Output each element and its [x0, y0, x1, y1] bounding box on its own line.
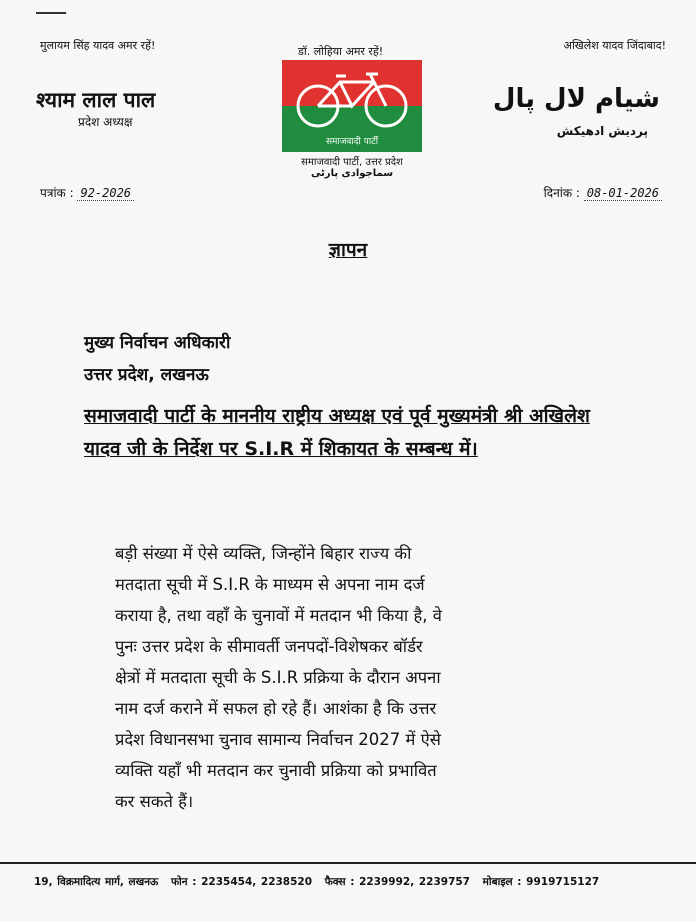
- body-line: पुनः उत्तर प्रदेश के सीमावर्ती जनपदों-विशेषकर बॉर्डर: [115, 637, 423, 656]
- body-line: बड़ी संख्या में ऐसे व्यक्ति, जिन्होंने बिहार राज्य की: [115, 544, 412, 563]
- body-line: नाम दर्ज कराने में सफल हो रहे हैं। आशंका है कि उत्तर: [115, 699, 437, 718]
- footer-divider: [0, 862, 696, 864]
- top-dash: [36, 12, 66, 14]
- body-line: क्षेत्रों में मतदाता सूची के S.I.R प्रक्रिया के दौरान अपना: [115, 668, 441, 687]
- addressee-line-1: मुख्य निर्वाचन अधिकारी: [84, 333, 231, 353]
- addressee-line-2: उत्तर प्रदेश, लखनऊ: [84, 365, 209, 385]
- slogan-center: डॉ. लोहिया अमर रहें!: [298, 45, 384, 58]
- body-line: मतदाता सूची में S.I.R के माध्यम से अपना नाम दर्ज: [115, 575, 425, 594]
- party-name-hindi: समाजवादी पार्टी, उत्तर प्रदेश: [301, 157, 403, 168]
- reference-number: [40, 184, 134, 201]
- ref-label: पत्रांक :: [40, 186, 74, 200]
- sender-designation-urdu: پردیش ادھیکش: [556, 124, 648, 138]
- subject: समाजवादी पार्टी के माननीय राष्ट्रीय अध्यक्ष एवं पूर्व मुख्यमंत्री श्री अखिलेश यादव जी के निर्देश पर S.I.R में शिकायत के सम्बन्ध में।: [84, 405, 590, 460]
- footer-fax: फैक्स : 2239992, 2239757: [324, 876, 470, 888]
- date-value: 08-01-2026: [584, 186, 662, 201]
- footer-mobile: मोबाइल : 9919715127: [482, 876, 600, 888]
- party-flag-logo: [282, 60, 422, 152]
- body-paragraph: [115, 538, 625, 817]
- document-title: ज्ञापन: [328, 239, 368, 261]
- sender-name-hindi: श्याम लाल पाल: [36, 88, 156, 112]
- ref-value: 92-2026: [77, 186, 134, 201]
- party-name-urdu: سماجوادی پارٹی: [310, 168, 394, 179]
- date-label: दिनांक :: [543, 186, 580, 200]
- slogan-left: मुलायम सिंह यादव अमर रहें!: [40, 39, 156, 52]
- body-line: व्यक्ति यहाँ भी मतदान कर चुनावी प्रक्रिया को प्रभावित: [115, 761, 437, 780]
- slogan-right: अखिलेश यादव जिंदाबाद!: [563, 39, 666, 52]
- sender-designation-hindi: प्रदेश अध्यक्ष: [78, 115, 133, 129]
- letter-date: [544, 184, 662, 201]
- sender-name-urdu: شیام لال پال: [492, 84, 660, 114]
- footer-contact: [34, 875, 607, 889]
- body-line: कर सकते हैं।: [115, 792, 194, 811]
- footer-phone: फोन : 2235454, 2238520: [170, 876, 313, 888]
- body-line: प्रदेश विधानसभा चुनाव सामान्य निर्वाचन 2027 में ऐसे: [115, 730, 441, 749]
- footer-address: 19, विक्रमादित्य मार्ग, लखनऊ: [34, 876, 159, 888]
- flag-label: समाजवादी पार्टी: [325, 137, 379, 147]
- body-line: कराया है, तथा वहाँ के चुनावों में मतदान भी किया है, वे: [115, 606, 442, 625]
